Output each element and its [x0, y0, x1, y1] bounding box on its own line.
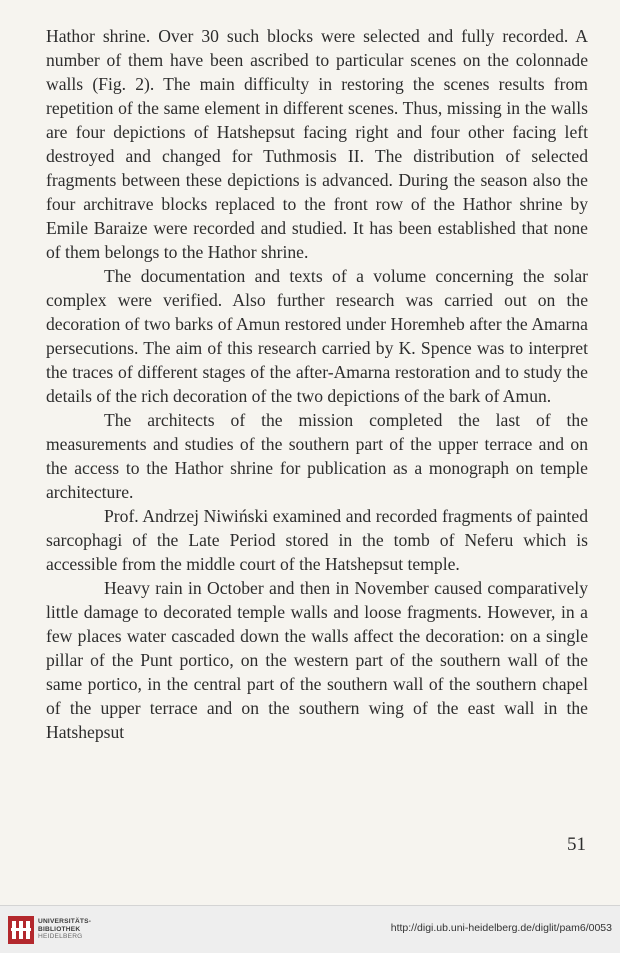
library-name [38, 918, 91, 941]
page-number: 51 [567, 834, 586, 855]
paragraph-1: Hathor shrine. Over 30 such blocks were selected and fully recorded. A number of them have been ascribed to particular scenes on the colonnade walls (Fig. 2). The main difficulty in restoring the scenes results from repetition of the same element in different scenes. Thus, missing in the walls are four depictions of Hatshepsut facing right and four other facing left destroyed and changed for Tuthmosis II. The distribution of selected fragments between these depictions is advanced. During the season also the four architrave blocks replaced to the front row of the Hathor shrine by Emile Baraize were recorded and studied. It has been established that none of them belongs to the Hathor shrine. [46, 26, 588, 262]
permalink-url[interactable]: http://digi.ub.uni-heidelberg.de/diglit/pam6/0053 [390, 922, 612, 934]
digitization-footer [0, 905, 620, 953]
paragraph-5: Heavy rain in October and then in November caused comparatively little damage to decorated temple walls and loose fragments. However, in a few places water cascaded down the walls affect the decoration: on a single pillar of the Punt portico, on the western part of the southern wall of the same portico, in the central part of the southern wall of the southern chapel of the upper terrace and on the southern wing of the east wall in the Hatshepsut [46, 578, 588, 742]
body-text [46, 24, 588, 744]
paragraph-3: The architects of the mission completed the last of the measurements and studies of the southern part of the upper terrace and on the access to the Hathor shrine for publication as a monograph on temple architecture. [46, 410, 588, 502]
library-name-line1: UNIVERSITÄTS- [38, 918, 92, 925]
paragraph-4: Prof. Andrzej Niwiński examined and recorded fragments of painted sarcophagi of the Late Period stored in the tomb of Neferu which is accessible from the middle court of the Hatshepsut temple. [46, 506, 588, 574]
university-library-logo-icon[interactable] [8, 916, 34, 944]
library-name-line2: BIBLIOTHEK [38, 925, 81, 933]
paragraph-2: The documentation and texts of a volume concerning the solar complex were verified. Also further research was carried out on the decoration of two barks of Amun restored under Horemheb after the Amarna persecutions. The aim of this research carried by K. Spence was to interpret the traces of different stages of the after-Amarna restoration and to study the details of the rich decoration of the two depictions of the bark of Amun. [46, 266, 588, 406]
library-name-line3: HEIDELBERG [38, 933, 83, 941]
